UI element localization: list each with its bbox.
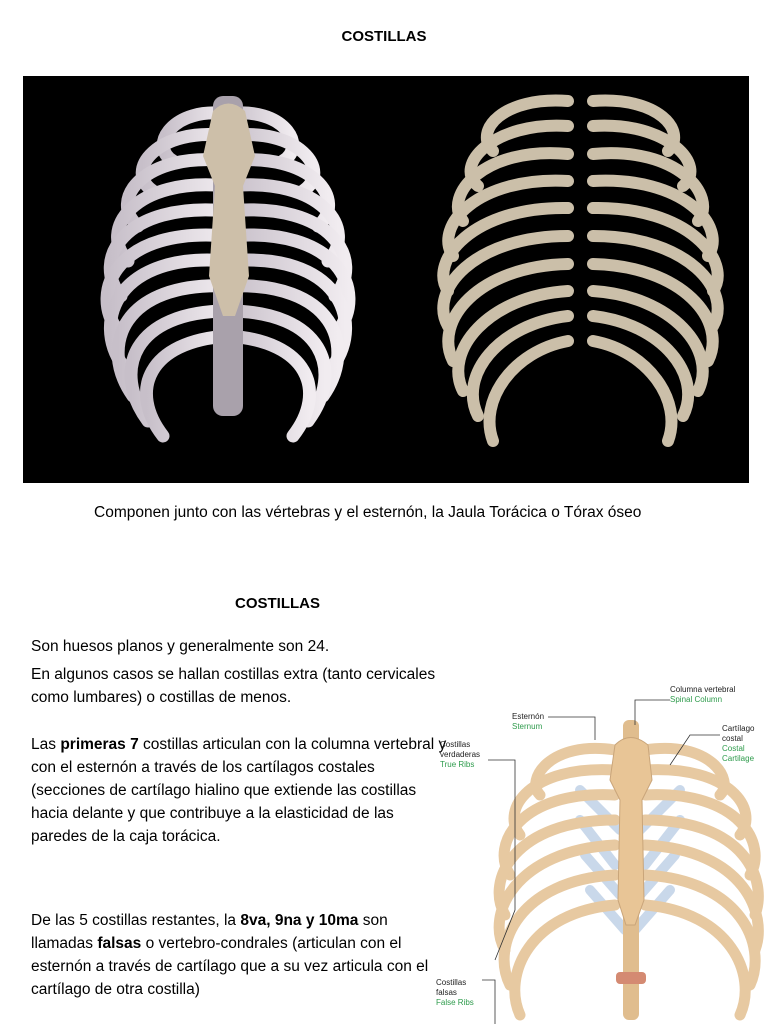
paragraph-count: Son huesos planos y generalmente son 24.: [31, 638, 330, 655]
label-false-ribs-en: False Ribs: [436, 998, 474, 1007]
p4-text-a: De las 5 costillas restantes, la: [31, 912, 241, 929]
label-sternum: [512, 712, 544, 732]
p3-text-a: Las: [31, 736, 61, 753]
p4-bold-falsas: falsas: [97, 935, 142, 952]
label-true-ribs-es: Costillas verdaderas: [440, 740, 481, 759]
paragraph-true-ribs: [31, 733, 451, 848]
label-spinal-column-en: Spinal Column: [670, 695, 723, 704]
label-true-ribs: [440, 740, 488, 770]
p4-bold-numbers: 8va, 9na y 10ma: [240, 912, 359, 929]
label-true-ribs-en: True Ribs: [440, 760, 475, 769]
label-costal-cartilage-es: Cartílago costal: [722, 724, 755, 743]
label-sternum-es: Esternón: [512, 712, 545, 721]
paragraph-extra-ribs: En algunos casos se hallan costillas extra (tanto cervicales como lumbares) o costillas de menos.: [31, 666, 436, 706]
p4-text-c: son llamadas: [31, 912, 388, 952]
p3-text-c: costillas articulan con la columna vertebral y con el esternón a través de los cartílagos costales (secciones de cartílago hialino que extiende las costillas hacia delante y que contribuye a la elasticidad de las paredes de la caja torácica.: [31, 736, 447, 845]
photo-caption: Componen junto con las vértebras y el esternón, la Jaula Torácica o Tórax óseo: [94, 504, 642, 521]
label-false-ribs-es: Costillas falsas: [436, 978, 467, 997]
section-title: COSTILLAS: [235, 595, 320, 612]
label-false-ribs: [436, 978, 476, 1008]
p3-bold: primeras 7: [60, 736, 139, 753]
page-title: COSTILLAS: [341, 28, 427, 45]
label-costal-cartilage-en: Costal Cartilage: [722, 744, 755, 763]
rib-cage-diagram: [430, 680, 768, 1024]
p4-text-e: o vertebro-condrales (articulan con el esternón a través de cartílago que a su vez articula con el cartílago de otra costilla): [31, 935, 429, 998]
label-spinal-column-es: Columna vertebral: [670, 685, 736, 694]
rib-cage-illustration: [23, 76, 749, 483]
label-sternum-en: Sternum: [512, 722, 543, 731]
label-spinal-column: [670, 685, 735, 705]
paragraph-false-ribs: [31, 909, 451, 1001]
label-costal-cartilage: [722, 724, 768, 764]
labeled-rib-diagram: [430, 680, 768, 1024]
rib-cage-photo: [23, 76, 749, 483]
